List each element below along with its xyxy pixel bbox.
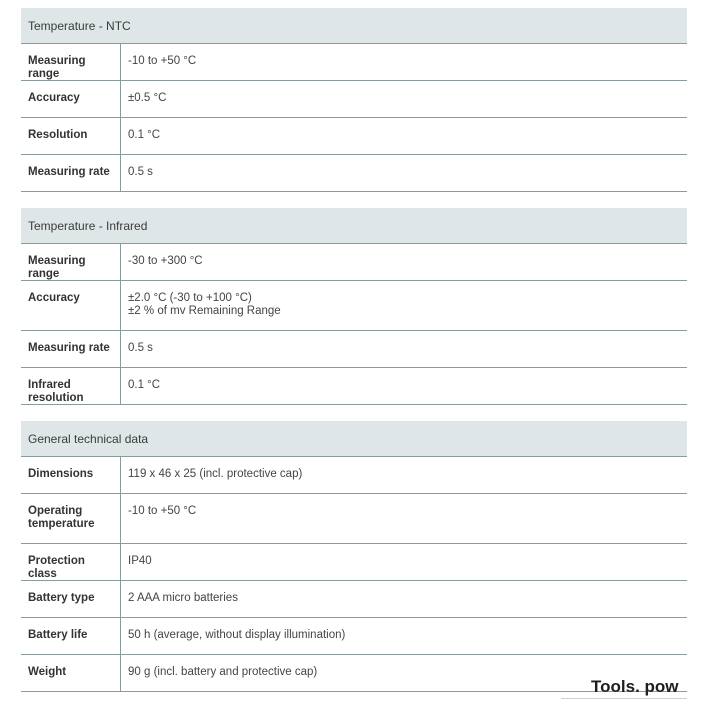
row-value: -10 to +50 °C [128, 55, 197, 67]
row-label: Measuring rate [21, 331, 121, 367]
row-label-line-2: temperature [28, 518, 95, 530]
row-value: ±0.5 °C [128, 92, 167, 104]
table-row [21, 331, 687, 368]
row-value: 0.1 °C [128, 129, 161, 141]
row-label: Resolution [21, 118, 121, 154]
table-row [21, 281, 687, 331]
row-value: 90 g (incl. battery and protective cap) [128, 666, 318, 678]
row-label: Infrared resolution [21, 368, 121, 404]
row-value: 0.5 s [128, 342, 153, 354]
row-label: Accuracy [21, 81, 121, 117]
row-value: 50 h (average, without display illumination) [128, 629, 346, 641]
row-value: IP40 [128, 555, 152, 567]
row-label: Battery type [21, 581, 121, 617]
table-row [21, 244, 687, 281]
section-header: General technical data [21, 421, 687, 457]
table-row [21, 118, 687, 155]
table-row [21, 155, 687, 192]
table-row [21, 618, 687, 655]
row-value-line-1: ±2.0 °C (-30 to +100 °C) [128, 292, 252, 304]
row-value [121, 281, 687, 330]
row-value: 0.1 °C [128, 379, 161, 391]
row-label: Battery life [21, 618, 121, 654]
row-value: -30 to +300 °C [128, 255, 203, 267]
table-row [21, 81, 687, 118]
table-row [21, 581, 687, 618]
divider [561, 698, 687, 699]
watermark-text: Tools. pow [591, 677, 679, 696]
section-temperature-ntc [21, 8, 687, 192]
table-row [21, 655, 687, 692]
table-row [21, 544, 687, 581]
row-label [21, 494, 121, 543]
section-header: Temperature - NTC [21, 8, 687, 44]
table-row [21, 44, 687, 81]
row-value: 2 AAA micro batteries [128, 592, 238, 604]
table-row [21, 368, 687, 405]
row-value: 0.5 s [128, 166, 153, 178]
row-label: Accuracy [21, 281, 121, 330]
row-label-line-1: Operating [28, 505, 83, 517]
row-label: Protection class [21, 544, 121, 580]
row-label: Measuring range [21, 244, 121, 280]
row-value: -10 to +50 °C [128, 505, 197, 517]
row-value-line-2: ±2 % of mv Remaining Range [128, 305, 281, 317]
row-label: Weight [21, 655, 121, 691]
row-label: Measuring rate [21, 155, 121, 191]
row-value: 119 x 46 x 25 (incl. protective cap) [128, 468, 303, 480]
table-row [21, 494, 687, 544]
row-label: Measuring range [21, 44, 121, 80]
section-header: Temperature - Infrared [21, 208, 687, 244]
row-label: Dimensions [21, 457, 121, 493]
section-general-technical-data [21, 421, 687, 692]
spec-sheet [21, 8, 687, 708]
table-row [21, 457, 687, 494]
section-temperature-infrared [21, 208, 687, 405]
